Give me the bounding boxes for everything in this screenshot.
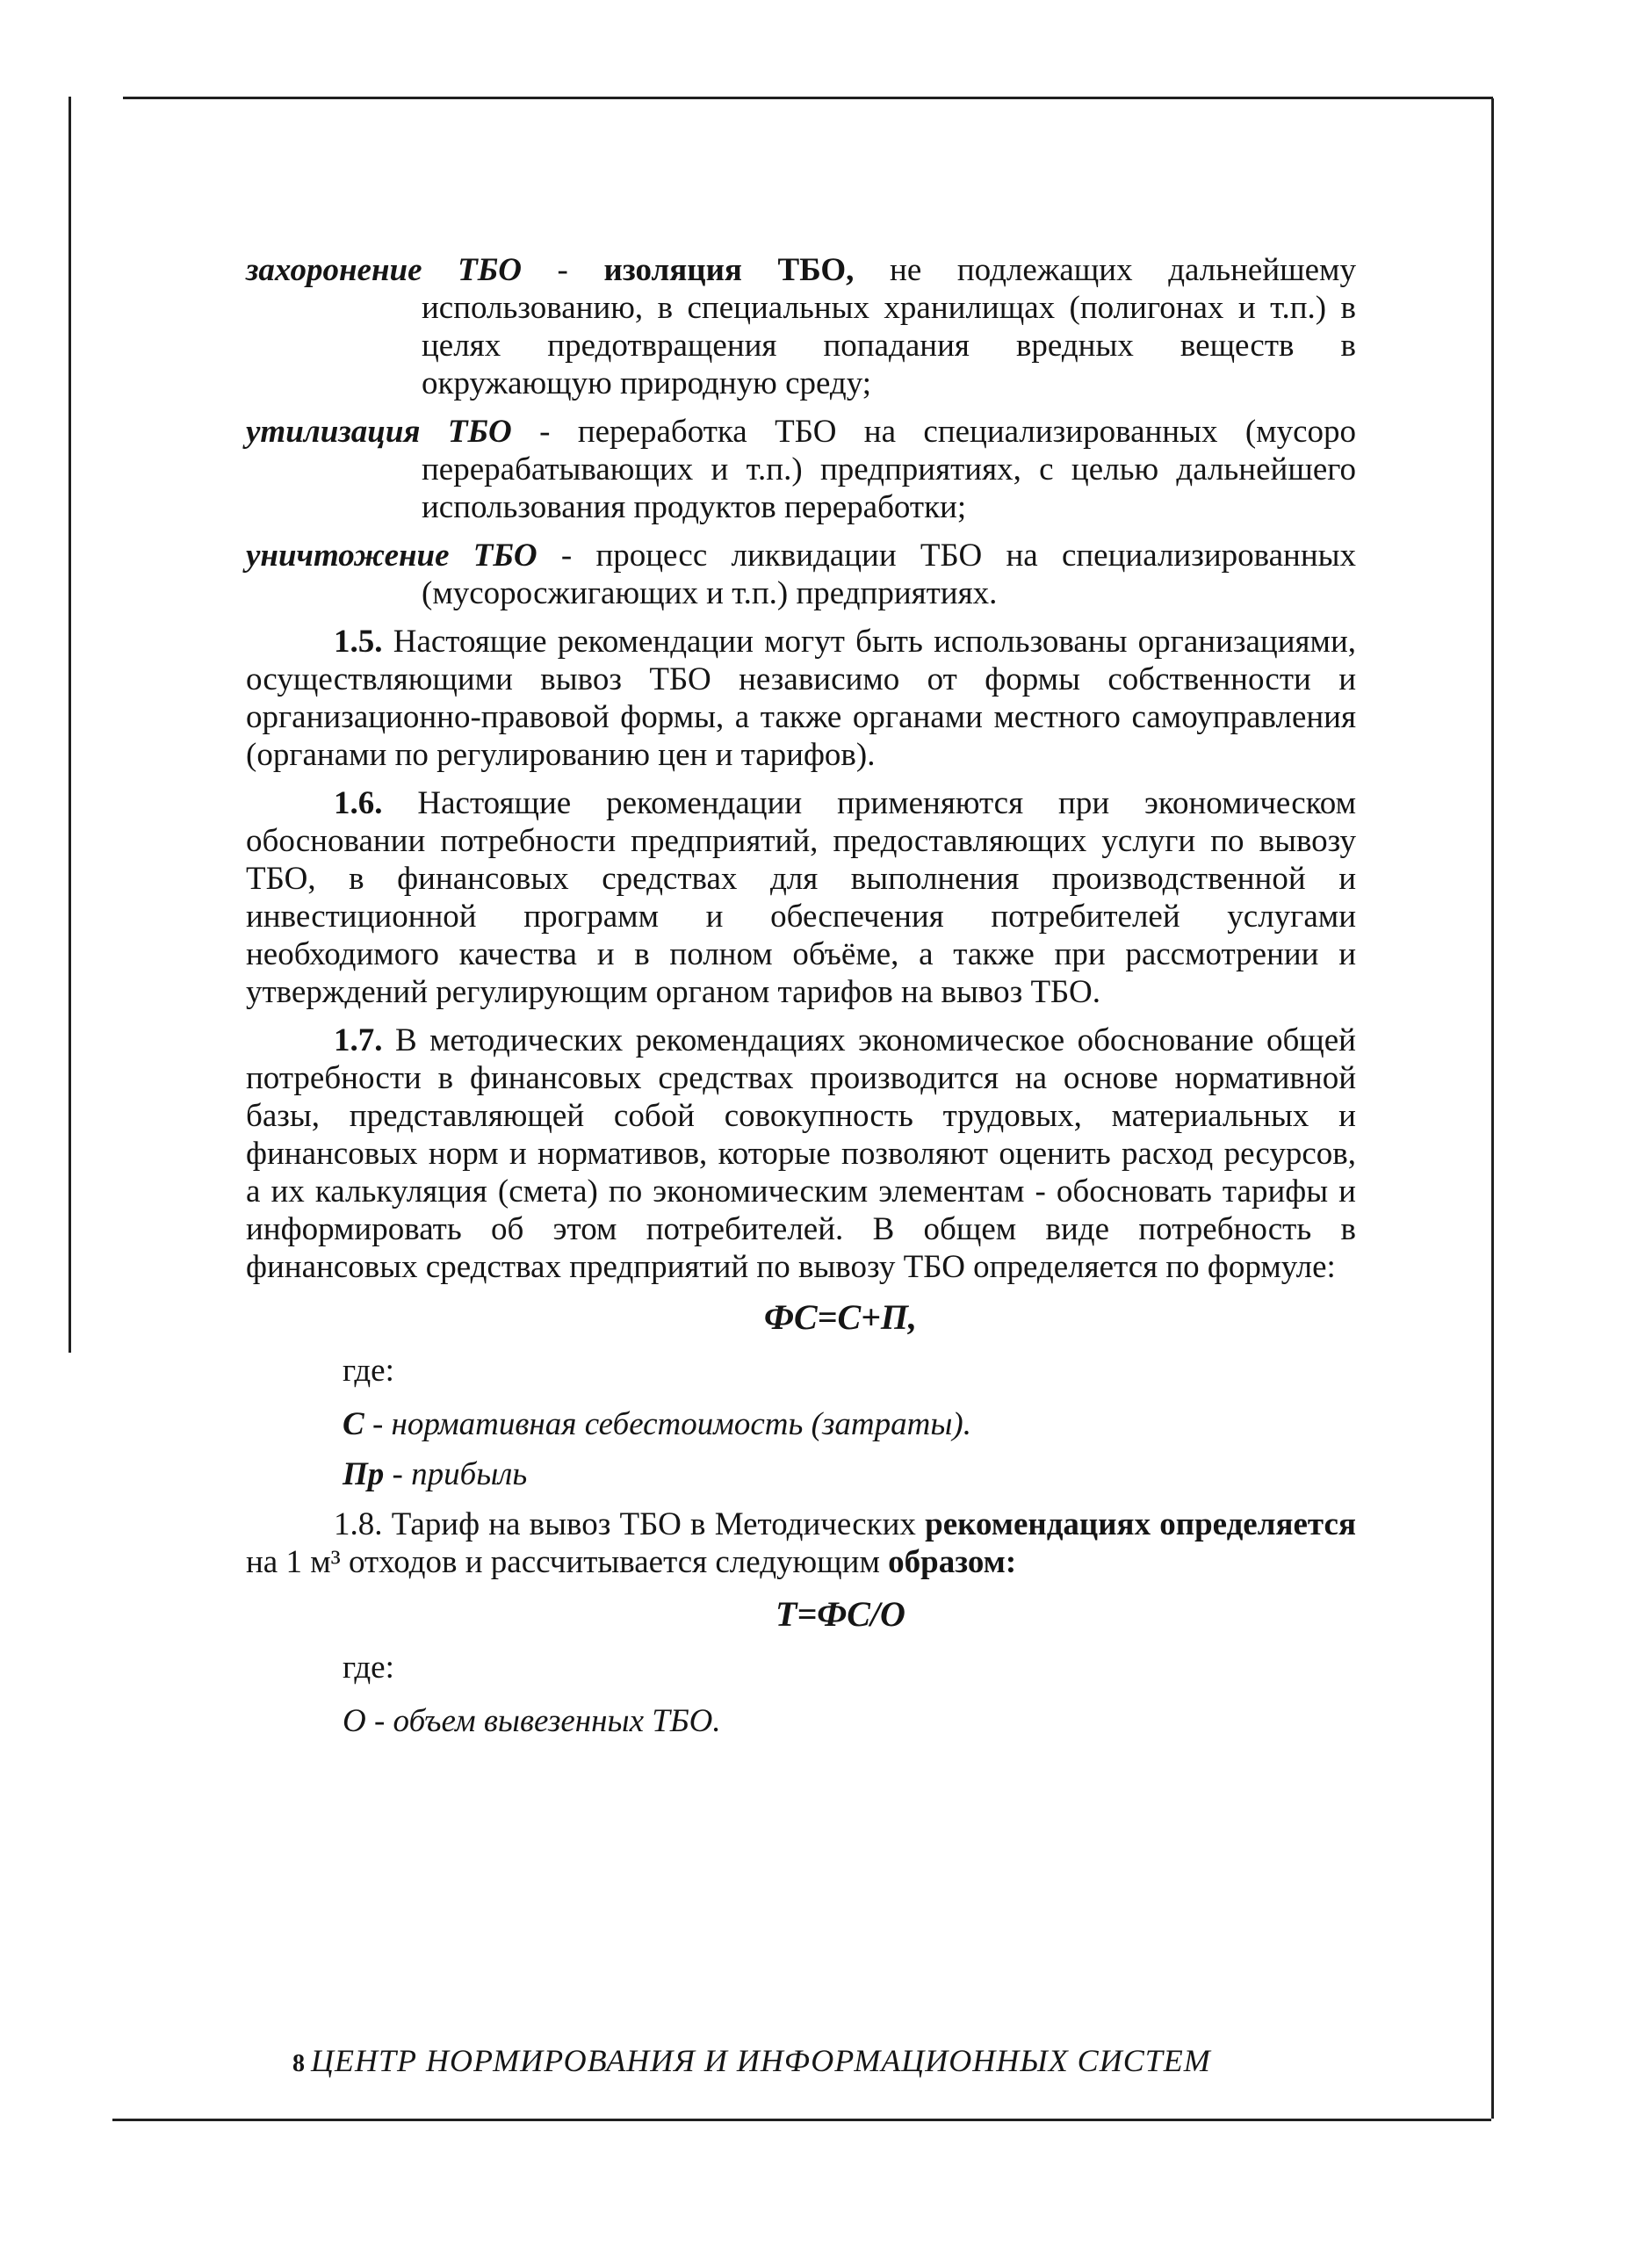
paragraph-text-rest: на 1 м³ отходов и рассчитывается следующим — [246, 1544, 889, 1580]
paragraph-text: Настоящие рекомендации могут быть использованы организациями, осуществляющими вывоз ТБО независимо от формы собственности и организационно-правовой формы, а также органами местного самоуправления (органами по регулированию цен и тарифов). — [246, 624, 1356, 773]
paragraph-1-8 — [246, 1505, 1356, 1581]
definition-lead: изоляция ТБО, — [603, 252, 855, 288]
paragraph-text: Настоящие рекомендации применяются при экономическом обосновании потребности предприятий, предоставляющих услуги по вывозу ТБО, в финансовых средствах для выполнения производственной и инвестиционной программ и обеспечения потребителей услугами необходимого качества и в полном объёме, а также при рассмотрении и утверждений регулирующим органом тарифов на вывоз ТБО. — [246, 785, 1356, 1010]
paragraph-number: 1.7. — [334, 1022, 383, 1058]
variable-description: - объем вывезенных ТБО. — [365, 1703, 721, 1739]
footer-text: ЦЕНТР НОРМИРОВАНИЯ И ИНФОРМАЦИОННЫХ СИСТЕМ — [311, 2043, 1211, 2078]
paragraph-text: Тариф на вывоз ТБО в Методических — [382, 1506, 926, 1542]
paragraph-number: 1.5. — [334, 624, 383, 660]
page-footer — [292, 2042, 1211, 2079]
paragraph-1-5 — [246, 623, 1356, 774]
definition-unichtozhenie — [246, 537, 1356, 612]
page-border-right — [1491, 98, 1494, 2119]
formula-t: Т=ФС/О — [776, 1594, 905, 1634]
variable-o — [246, 1702, 1356, 1740]
main-text — [246, 251, 1356, 1740]
variable-description: - нормативная себестоимость (затраты). — [364, 1406, 971, 1442]
term: утилизация ТБО — [246, 414, 512, 450]
variable-description: - прибыль — [384, 1456, 528, 1492]
dash: - — [537, 538, 596, 574]
dash: - — [521, 252, 604, 288]
page-border-left — [69, 97, 71, 1353]
paragraph-1-6 — [246, 784, 1356, 1011]
formula-fs: ФС=С+П, — [763, 1297, 918, 1337]
variable-symbol: С — [343, 1406, 364, 1442]
page-border-top — [123, 97, 1493, 99]
paragraph-text: В методических рекомендациях экономическое обоснование общей потребности в финансовых средствах производится на основе нормативной базы, представляющей собой совокупность трудовых, материальных и финансовых норм и нормативов, которые позволяют оценить расход ресурсов, а их калькуляция (смета) по экономическим элементам - обосновать тарифы и информировать об этом потребителей. В общем виде потребность в финансовых средствах предприятий по вывозу ТБО определяется по формуле: — [246, 1022, 1356, 1285]
definition-utilizatsiya — [246, 413, 1356, 526]
paragraph-bold-text: рекомендациях определяется — [925, 1506, 1356, 1542]
where-label: где: — [343, 1353, 394, 1389]
variable-symbol: Пр — [343, 1456, 385, 1492]
paragraph-bold-end: образом: — [888, 1544, 1017, 1580]
definition-body: переработка ТБО на специализированных (мусоро перерабатывающих и т.п.) предприятиях, с целью дальнейшего использования продуктов переработки; — [422, 414, 1356, 525]
term: захоронение ТБО — [246, 252, 522, 288]
definition-body: не подлежащих дальнейшему использованию, в специальных хранилищах (полигонах и т.п.) в целях предотвращения попадания вредных веществ в окружающую природную среду; — [422, 252, 1356, 401]
dash: - — [511, 414, 578, 450]
definition-body: процесс ликвидации ТБО на специализированных (мусоросжигающих и т.п.) предприятиях. — [422, 538, 1356, 611]
where-label: где: — [343, 1650, 394, 1686]
page-border-bottom — [112, 2119, 1491, 2121]
paragraph-number: 1.6. — [334, 785, 383, 821]
term: уничтожение ТБО — [246, 538, 537, 574]
paragraph-number: 1.8. — [334, 1506, 383, 1542]
variable-pr — [246, 1455, 1356, 1493]
page-number: 8 — [292, 2050, 306, 2077]
definition-zakhoronenie — [246, 251, 1356, 402]
paragraph-1-7 — [246, 1022, 1356, 1286]
variable-symbol: О — [343, 1703, 366, 1739]
variable-c — [246, 1405, 1356, 1443]
